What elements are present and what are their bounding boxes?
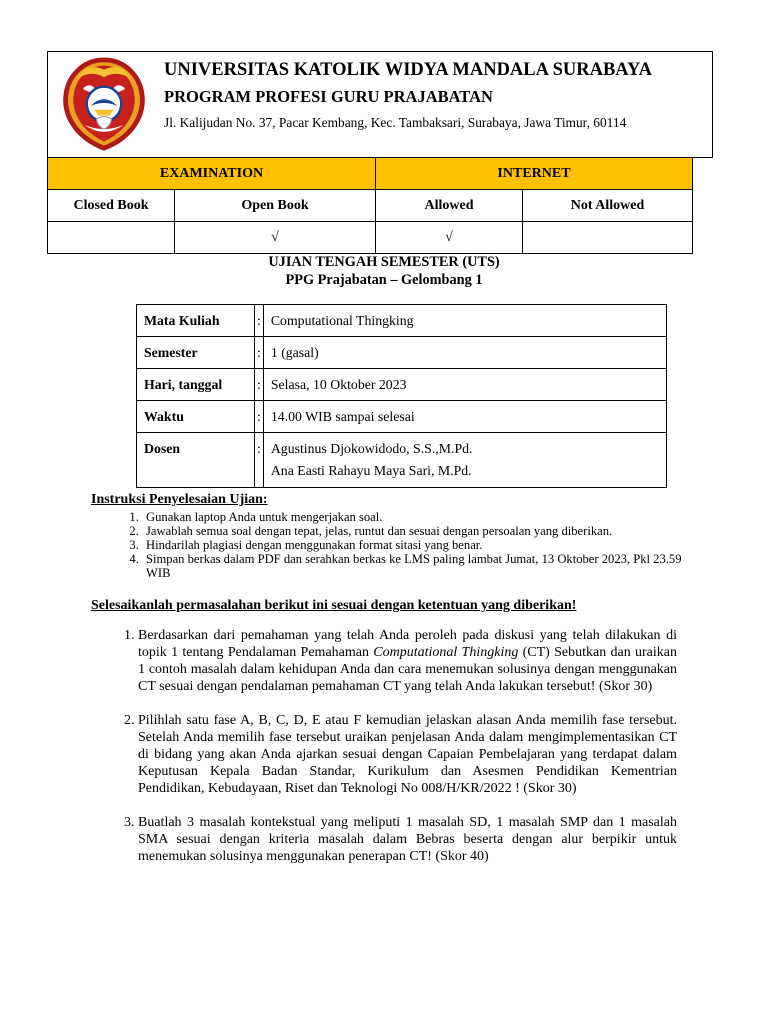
allowed-check: √ [376,222,523,254]
colon: : [255,305,264,337]
question-1-text-b: (CT) Sebutkan dan uraikan 1 contoh masalah dalam kehidupan Anda dan cara menemukan solusinya dengan menggunakan CT sesuai dengan pendalaman pemahaman CT yang telah Anda lakukan tersebut! (Skor 30) [138,645,677,694]
tasks-title: Selesaikanlah permasalahan berikut ini sesuai dengan ketentuan yang diberikan! [91,598,577,613]
closed-book-cell [48,222,175,254]
university-name: UNIVERSITAS KATOLIK WIDYA MANDALA SURABAYA [164,60,652,80]
lecturer-2: Ana Easti Rahayu Maya Sari, M.Pd. [270,463,472,478]
instructions-title: Instruksi Penyelesaian Ujian: [91,492,268,507]
question-1-text-a: Berdasarkan dari pemahaman yang telah Anda peroleh pada diskusi yang telah dilakukan di topik 1 tentang Pendalaman Pemahaman [138,628,677,660]
open-book-check: √ [175,222,376,254]
lecturer-1: Agustinus Djokowidodo, S.S.,M.Pd. [270,441,473,456]
not-allowed-cell [523,222,693,254]
instruction-item: 4. Simpan berkas dalam PDF dan serahkan berkas ke LMS paling lambat Jumat, 13 Oktober 2023, Pkl 23.59 WIB [142,552,702,580]
exam-rules-table [47,157,693,254]
instruction-item: 1. Gunakan laptop Anda untuk mengerjakan soal. [142,510,702,524]
internet-header: INTERNET [376,158,693,190]
question-1 [138,627,677,695]
university-address: Jl. Kalijudan No. 37, Pacar Kembang, Kec. Tambaksari, Surabaya, Jawa Timur, 60114 [164,115,627,130]
question-2: 2. Pilihlah satu fase A, B, C, D, E atau F kemudian jelaskan alasan Anda memilih fase tersebut. Setelah Anda memilih fase tersebut uraikan penjelasan Anda dalam mengimplementasikan CT di bidang yang akan Anda ajarkan sesuai dengan Capaian Pembelajaran yang terdapat dalam Keputusan Kepala Badan Standar, Kurikulum dan Asesmen Pendidikan Kementrian Pendidikan, Kebudayaan, Riset dan Teknologi No 008/H/KR/2022 ! (Skor 30) [138,712,677,797]
program-name: PROGRAM PROFESI GURU PRAJABATAN [164,87,493,106]
lecturer-value [263,433,666,488]
instruction-item: 2. Jawablah semua soal dengan tepat, jelas, runtut dan sesuai dengan persoalan yang diberikan. [142,524,702,538]
course-value: Computational Thingking [263,305,666,337]
open-book-label: Open Book [175,190,376,222]
exam-title: UJIAN TENGAH SEMESTER (UTS) [268,254,500,270]
colon: : [255,337,264,369]
date-value: Selasa, 10 Oktober 2023 [263,369,666,401]
closed-book-label: Closed Book [48,190,175,222]
lecturer-label: Dosen [137,433,255,488]
allowed-label: Allowed [376,190,523,222]
university-logo [56,56,152,152]
letterhead [47,51,713,158]
examination-header: EXAMINATION [48,158,376,190]
course-info-table [136,304,667,488]
colon: : [255,369,264,401]
question-1-italic: Computational Thingking [373,645,519,660]
colon: : [255,433,264,488]
question-3: 3. Buatlah 3 masalah kontekstual yang meliputi 1 masalah SD, 1 masalah SMP dan 1 masalah SMA sesuai dengan kriteria masalah dalam Bebras beserta dengan alur berpikir untuk menemukan solusinya menggunakan penerapan CT! (Skor 40) [138,814,677,865]
exam-subtitle: PPG Prajabatan – Gelombang 1 [285,272,483,288]
instruction-item: 3. Hindarilah plagiasi dengan menggunakan format sitasi yang benar. [142,538,702,552]
questions-list [100,627,677,882]
not-allowed-label: Not Allowed [523,190,693,222]
date-label: Hari, tanggal [137,369,255,401]
course-label: Mata Kuliah [137,305,255,337]
semester-value: 1 (gasal) [263,337,666,369]
semester-label: Semester [137,337,255,369]
instructions-list [100,510,702,580]
colon: : [255,401,264,433]
time-label: Waktu [137,401,255,433]
time-value: 14.00 WIB sampai selesai [263,401,666,433]
